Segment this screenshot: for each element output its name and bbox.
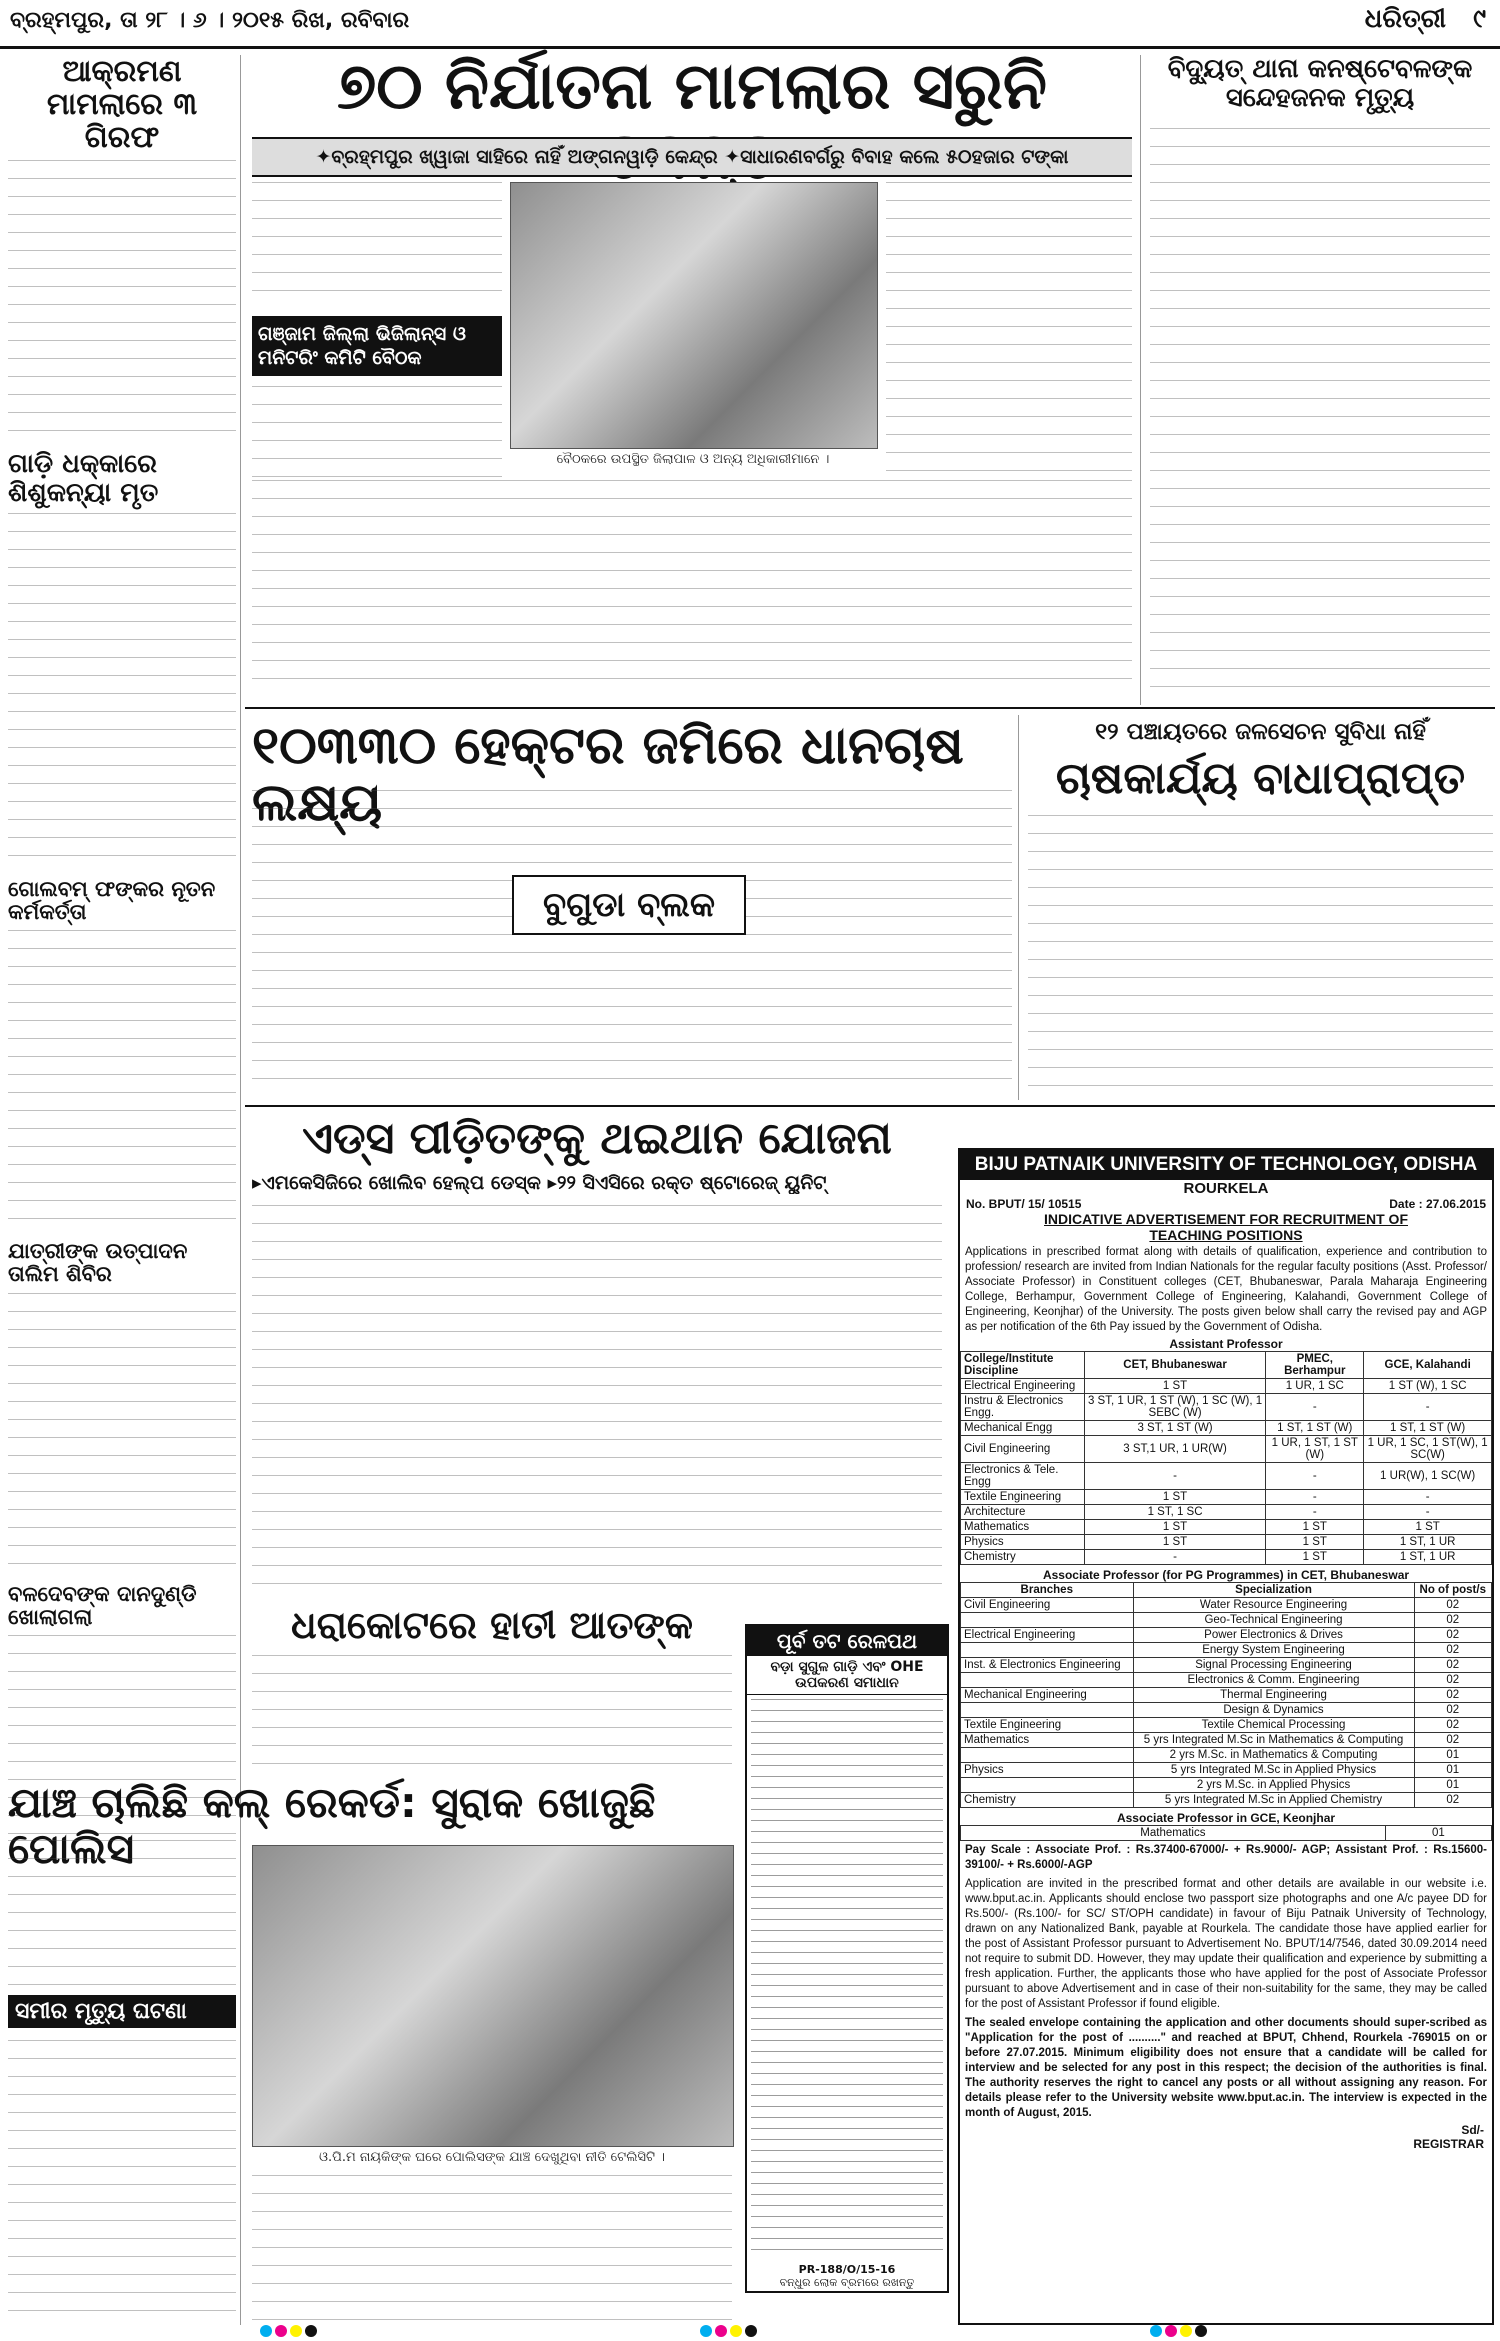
- meeting-photo: [510, 182, 878, 449]
- table-cell: 1 UR, 1 SC: [1266, 1379, 1364, 1394]
- table-cell: 01: [1414, 1748, 1491, 1763]
- story-body: [8, 513, 236, 868]
- ad-number: No. BPUT/ 15/ 10515: [966, 1197, 1082, 1211]
- lead-box: ଗଞ୍ଜାମ ଜିଲ୍ଲା ଭିଜିଲାନ୍ସ ଓ ମନିଟରିଂ କମିଟି ବୈଠକ: [252, 316, 502, 376]
- table-cell: 02: [1414, 1643, 1491, 1658]
- table-title: Assistant Professor: [1169, 1337, 1283, 1351]
- table-cell: Physics: [961, 1763, 1134, 1778]
- story-title: ଯାତ୍ରୀଙ୍କ ଉତ୍ପାଦନ ତାଲିମ ଶିବିର: [8, 1239, 188, 1287]
- table-cell: 02: [1414, 1718, 1491, 1733]
- table-cell: Power Electronics & Drives: [1133, 1628, 1414, 1643]
- table-cell: Electronics & Comm. Engineering: [1133, 1673, 1414, 1688]
- keonjhar-table: [960, 1825, 1492, 1841]
- assistant-professor-table: [960, 1351, 1492, 1565]
- table-cell: [961, 1778, 1134, 1793]
- table-row: [961, 1658, 1492, 1673]
- table-cell: [961, 1748, 1134, 1763]
- railway-ad-body: [751, 1699, 943, 2259]
- story-body: [8, 930, 236, 1230]
- table-cell: 1 UR, 1 SC, 1 ST(W), 1 SC(W): [1364, 1436, 1492, 1463]
- lead-body: [886, 182, 1132, 482]
- table-row: [961, 1463, 1492, 1490]
- table-row: [961, 1520, 1492, 1535]
- table-cell: 02: [1414, 1628, 1491, 1643]
- table-cell: Thermal Engineering: [1133, 1688, 1414, 1703]
- table-cell: [961, 1643, 1134, 1658]
- table-cell: Mechanical Engineering: [961, 1688, 1134, 1703]
- story-kicker: ୧୨ ପଞ୍ଚାୟତରେ ଜଳସେଚନ ସୁବିଧା ନାହିଁ: [1095, 719, 1426, 745]
- page-header: [0, 0, 1500, 49]
- table-header: PMEC, Berhampur: [1266, 1352, 1364, 1379]
- story-box: ସମୀର ମୃତ୍ୟୁ ଘଟଣା: [8, 1995, 236, 2028]
- table-row: [961, 1436, 1492, 1463]
- table-cell: 1 ST: [1266, 1535, 1364, 1550]
- table-row: [961, 1718, 1492, 1733]
- table-cell: 1 ST, 1 ST (W): [1364, 1421, 1492, 1436]
- table-cell: 1 ST: [1084, 1379, 1265, 1394]
- table-cell: Mechanical Engg: [961, 1421, 1085, 1436]
- lead-body: [252, 182, 502, 482]
- table-title: Associate Professor in GCE, Keonjhar: [1116, 1811, 1336, 1825]
- railway-ad-code: PR-188/O/15-16: [798, 2263, 896, 2276]
- table-row: [961, 1613, 1492, 1628]
- table-cell: 5 yrs Integrated M.Sc in Mathematics & Computing: [1133, 1733, 1414, 1748]
- table-row: [961, 1490, 1492, 1505]
- table-cell: 1 ST: [1266, 1550, 1364, 1565]
- story-title: ବିଦ୍ୟୁତ୍ ଥାନା କନଷ୍ଟେବଳଙ୍କ ସନ୍ଦେହଜନକ ମୃତ୍ୟୁ: [1167, 54, 1473, 113]
- table-cell: 1 ST, 1 ST (W): [1266, 1421, 1364, 1436]
- photo-caption: ଓ.ପି.ମ ନାୟକିଙ୍କ ଘରେ ପୋଲିସଙ୍କ ଯାଞ୍ଚ ଦେଖୁଥିବା ନୀତି ଟେଲିସିଟି ।: [319, 2150, 665, 2165]
- table-header: College/Institute Discipline: [961, 1352, 1085, 1379]
- table-cell: 02: [1414, 1673, 1491, 1688]
- table-cell: Mathematics: [961, 1520, 1085, 1535]
- table-cell: Physics: [961, 1535, 1085, 1550]
- story-title: ଯାଞ୍ଚ ଚାଲିଛି କଲ୍ ରେକର୍ଡ: ସୁରାକ ଖୋଜୁଛି ପୋଲିସ: [8, 1778, 656, 1874]
- dateline: ବ୍ରହ୍ମପୁର, ତା ୨୮ । ୬ । ୨୦୧୫ ରିଖ, ରବିବାର: [10, 8, 410, 33]
- table-row: [961, 1673, 1492, 1688]
- story-body: [1150, 128, 1490, 698]
- table-cell: 1 ST, 1 UR: [1364, 1535, 1492, 1550]
- story-title: ଧରାକୋଟରେ ହାତୀ ଆତଙ୍କ: [291, 1603, 693, 1647]
- table-header: No of post/s: [1414, 1583, 1491, 1598]
- table-cell: Electrical Engineering: [961, 1379, 1085, 1394]
- ad-date: Date : 27.06.2015: [1389, 1197, 1486, 1211]
- registration-marks: [260, 2322, 320, 2341]
- story-body: [252, 1205, 942, 1600]
- table-cell: Textile Chemical Processing: [1133, 1718, 1414, 1733]
- table-cell: [961, 1703, 1134, 1718]
- table-header: Branches: [961, 1583, 1134, 1598]
- table-cell: 1 ST: [1266, 1520, 1364, 1535]
- table-cell: 02: [1414, 1658, 1491, 1673]
- story-body: [252, 2175, 732, 2320]
- story-body: [1028, 815, 1493, 1095]
- table-cell: Textile Engineering: [961, 1718, 1134, 1733]
- story-body: [8, 2040, 236, 2320]
- table-row: [961, 1598, 1492, 1613]
- table-cell: -: [1266, 1490, 1364, 1505]
- table-cell: 1 ST, 1 UR: [1364, 1550, 1492, 1565]
- police-photo: [252, 1845, 734, 2147]
- story-title: ଆକ୍ରମଣ ମାମଲାରେ ୩ ଗିରଫ: [46, 55, 198, 155]
- table-row: [961, 1733, 1492, 1748]
- table-cell: Water Resource Engineering: [1133, 1598, 1414, 1613]
- table-cell: 1 ST: [1084, 1520, 1265, 1535]
- table-cell: 5 yrs Integrated M.Sc in Applied Chemistry: [1133, 1793, 1414, 1808]
- table-cell: 02: [1414, 1613, 1491, 1628]
- table-cell: 5 yrs Integrated M.Sc in Applied Physics: [1133, 1763, 1414, 1778]
- table-cell: Inst. & Electronics Engineering: [961, 1658, 1134, 1673]
- story-title: ୧୦୩୩୦ ହେକ୍ଟର ଜମିରେ ଧାନଚାଷ ଲକ୍ଷ୍ୟ: [252, 716, 964, 834]
- table-row: [961, 1394, 1492, 1421]
- table-cell: Signal Processing Engineering: [1133, 1658, 1414, 1673]
- table-row: [961, 1421, 1492, 1436]
- registration-marks: [700, 2322, 760, 2341]
- table-cell: 1 UR(W), 1 SC(W): [1364, 1463, 1492, 1490]
- masthead: ଧରିତ୍ରୀ ୯: [1364, 4, 1486, 34]
- table-row: [961, 1535, 1492, 1550]
- table-cell: -: [1364, 1490, 1492, 1505]
- ad-body: Application are invited in the prescribed format and other details are available in our website i.e. www.bput.ac.in. Applicants should enclose two passport size photographs and one A/c payee DD for Rs.500/- (Rs.100/- for SC/ ST/OPH candidate) in favour of Biju Patnaik University of Technology, drawn on any Nationalized Bank, payable at Rourkela. The candidate those have applied earlier for the post of Assistant Professor pursuant to Advertisement No. BPUT/14/7546, dated 30.09.2014 need not require to submit DD. However, they may update their qualification and experience by submitting a fresh application. Further, the applicants those who have applied for the post of Associate Professor pursuant to above Advertisement and in case of their non-suitability for the same, they may be called for the post of Assistant Professor if found eligible.: [965, 1878, 1487, 2010]
- table-cell: [961, 1673, 1134, 1688]
- railway-ad-title: ପୂର୍ବ ତଟ ରେଳପଥ: [747, 1626, 947, 1656]
- table-cell: 01: [1385, 1826, 1491, 1841]
- table-cell: 1 ST: [1084, 1535, 1265, 1550]
- story-deck: ▸ଏମକେସିଜିରେ ଖୋଲିବ ହେଲ୍ପ ଡେସ୍କ ▸୨୨ ସିଏସିରେ ରକ୍ତ ଷ୍ଟୋରେଜ୍ ୟୁନିଟ୍: [252, 1172, 827, 1194]
- story-body: [252, 790, 1012, 1090]
- lead-deck: ✦ବ୍ରହ୍ମପୁର ଖ୍ୱାଜା ସାହିରେ ନାହିଁ ଅଙ୍ଗନୱାଡ଼ି କେନ୍ଦ୍ର ✦ସାଧାରଣବର୍ଗରୁ ବିବାହ କଲେ ୫୦ହଜାର ଟଙ୍କା: [252, 137, 1132, 177]
- table-cell: Chemistry: [961, 1550, 1085, 1565]
- story-title: ଏଡ୍ସ ପୀଡ଼ିତଙ୍କୁ ଥଇଥାନ ଯୋଜନା: [302, 1113, 892, 1164]
- table-title: Associate Professor (for PG Programmes) in CET, Bhubaneswar: [1042, 1568, 1410, 1582]
- table-cell: -: [1266, 1394, 1364, 1421]
- table-row: [961, 1688, 1492, 1703]
- section-rule: [245, 1105, 1495, 1107]
- table-cell: -: [1084, 1550, 1265, 1565]
- ad-title: TEACHING POSITIONS: [1149, 1227, 1303, 1243]
- table-cell: 1 ST: [1364, 1520, 1492, 1535]
- railway-ad-footer: ବନ୍ଧୁର ଲୋକ ବ୍ରମରେ ରଖନ୍ତୁ: [779, 2276, 915, 2289]
- table-header: CET, Bhubaneswar: [1084, 1352, 1265, 1379]
- table-cell: 3 ST, 1 ST (W): [1084, 1421, 1265, 1436]
- table-cell: Mathematics: [961, 1733, 1134, 1748]
- table-cell: 01: [1414, 1778, 1491, 1793]
- table-cell: 2 yrs M.Sc. in Applied Physics: [1133, 1778, 1414, 1793]
- ad-intro: Applications in prescribed format along with details of qualification, experience and contribution to profession/ research are invited from Indian Nationals for the regular faculty positions (Asst. Professor/ Associate Professor) in Constituent colleges (CET, Bhubaneswar, Parala Maharaja Engineering College, Berhampur, Government College of Engineering, Kalahandi, Government College of Engineering, Keonjhar) of the University. The posts given below shall carry the revised pay and AGP as per notification of the 6th Pay issued by the Government of Odisha.: [965, 1246, 1487, 1333]
- table-cell: Electronics & Tele. Engg: [961, 1463, 1085, 1490]
- ad-pay-scale: Pay Scale : Associate Prof. : Rs.37400-67000/- + Rs.9000/- AGP; Assistant Prof. : Rs.15600-39100/- + Rs.6000/-AGP: [965, 1844, 1487, 1871]
- story-title: ଗୋଲବମ୍ ଫଙ୍କର ନୂତନ କର୍ମକର୍ତ୍ତା: [8, 877, 216, 925]
- table-cell: 1 ST: [1084, 1490, 1265, 1505]
- lead-headline: ୭୦ ନିର୍ଯାତନା ମାମଲାର ସରୁନି: [337, 50, 1047, 124]
- railway-ad: [745, 1624, 949, 2293]
- table-cell: Energy System Engineering: [1133, 1643, 1414, 1658]
- story-title: ଚାଷକାର୍ଯ୍ୟ ବାଧାପ୍ରାପ୍ତ: [1055, 753, 1466, 804]
- table-cell: 3 ST, 1 UR, 1 ST (W), 1 SC (W), 1 SEBC (W): [1084, 1394, 1265, 1421]
- table-cell: Architecture: [961, 1505, 1085, 1520]
- table-row: [961, 1778, 1492, 1793]
- column-rule: [1140, 55, 1141, 705]
- table-row: [961, 1793, 1492, 1808]
- table-cell: Geo-Technical Engineering: [1133, 1613, 1414, 1628]
- photo-caption: ବୈଠକରେ ଉପସ୍ଥିତ ଜିଲାପାଳ ଓ ଅନ୍ୟ ଅଧିକାରୀମାନେ ।: [556, 452, 830, 467]
- table-header: Specialization: [1133, 1583, 1414, 1598]
- ad-sign: Sd/- REGISTRAR: [1413, 2123, 1484, 2151]
- table-cell: 02: [1414, 1688, 1491, 1703]
- story-title: ବଳଦେବଙ୍କ ଦାନଦୁଣ୍ଡି ଖୋଲାଗଲା: [8, 1581, 197, 1629]
- table-cell: Textile Engineering: [961, 1490, 1085, 1505]
- table-row: [961, 1628, 1492, 1643]
- table-cell: 01: [1414, 1763, 1491, 1778]
- ad-place: ROURKELA: [1183, 1180, 1269, 1197]
- table-cell: Design & Dynamics: [1133, 1703, 1414, 1718]
- column-rule: [1018, 715, 1019, 1100]
- table-cell: Mathematics: [961, 1826, 1386, 1841]
- table-cell: [961, 1613, 1134, 1628]
- ad-body: The sealed envelope containing the application and other documents should super-scribed as "Application for the post of .........." and reached at BPUT, Chhend, Rourkela -769015 on or before 27.07.2015. Minimum eligibility does not ensure that a candidate will be called for interview and be selected for any post in this respect; the decision of the authorities is final. The authority reserves the right to cancel any posts or all without assigning any reason. For details please refer to the University website www.bput.ac.in. The interview is expected in the month of August, 2015.: [965, 2017, 1487, 2119]
- table-cell: 02: [1414, 1703, 1491, 1718]
- table-cell: 1 ST, 1 SC: [1084, 1505, 1265, 1520]
- story-body: [8, 1293, 236, 1573]
- table-row: [961, 1379, 1492, 1394]
- table-cell: Civil Engineering: [961, 1436, 1085, 1463]
- table-cell: Civil Engineering: [961, 1598, 1134, 1613]
- table-cell: -: [1364, 1394, 1492, 1421]
- table-row: [961, 1505, 1492, 1520]
- table-cell: 02: [1414, 1733, 1491, 1748]
- story-box: ବୁଗୁଡା ବ୍ଲକ: [512, 875, 746, 935]
- ad-title: INDICATIVE ADVERTISEMENT FOR RECRUITMENT OF: [1044, 1211, 1408, 1227]
- table-cell: -: [1084, 1463, 1265, 1490]
- registration-marks: [1150, 2322, 1210, 2341]
- table-cell: 1 UR, 1 ST, 1 ST (W): [1266, 1436, 1364, 1463]
- table-cell: 2 yrs M.Sc. in Mathematics & Computing: [1133, 1748, 1414, 1763]
- column-rule: [240, 55, 241, 2325]
- table-cell: -: [1266, 1463, 1364, 1490]
- table-cell: 02: [1414, 1793, 1491, 1808]
- ad-org: BIJU PATNAIK UNIVERSITY OF TECHNOLOGY, ODISHA: [960, 1150, 1492, 1180]
- table-row: [961, 1763, 1492, 1778]
- table-cell: -: [1364, 1505, 1492, 1520]
- story-title: ଗାଡ଼ି ଧକ୍କାରେ ଶିଶୁକନ୍ୟା ମୃତ: [8, 449, 159, 508]
- railway-ad-sub: ବଡ଼ା ସୁଗୁଳ ଗାଡ଼ି ଏବଂ OHE ଉପକରଣ ସମାଧାନ: [747, 1656, 947, 1695]
- story-body: [8, 1840, 236, 1990]
- table-cell: Instru & Electronics Engg.: [961, 1394, 1085, 1421]
- lead-body-bottom: [252, 480, 1132, 695]
- table-row: [961, 1643, 1492, 1658]
- table-header: GCE, Kalahandi: [1364, 1352, 1492, 1379]
- bput-advertisement: [958, 1148, 1494, 2325]
- page-number: ୯: [1473, 4, 1486, 34]
- table-row: [961, 1748, 1492, 1763]
- story-body: [252, 1655, 732, 1775]
- table-cell: 3 ST,1 UR, 1 UR(W): [1084, 1436, 1265, 1463]
- table-row: [961, 1703, 1492, 1718]
- table-cell: -: [1266, 1505, 1364, 1520]
- table-cell: 1 ST (W), 1 SC: [1364, 1379, 1492, 1394]
- story-body: [8, 160, 236, 440]
- table-cell: Electrical Engineering: [961, 1628, 1134, 1643]
- table-cell: Chemistry: [961, 1793, 1134, 1808]
- associate-professor-table: [960, 1582, 1492, 1808]
- table-cell: 02: [1414, 1598, 1491, 1613]
- table-row: [961, 1550, 1492, 1565]
- section-rule: [245, 707, 1495, 709]
